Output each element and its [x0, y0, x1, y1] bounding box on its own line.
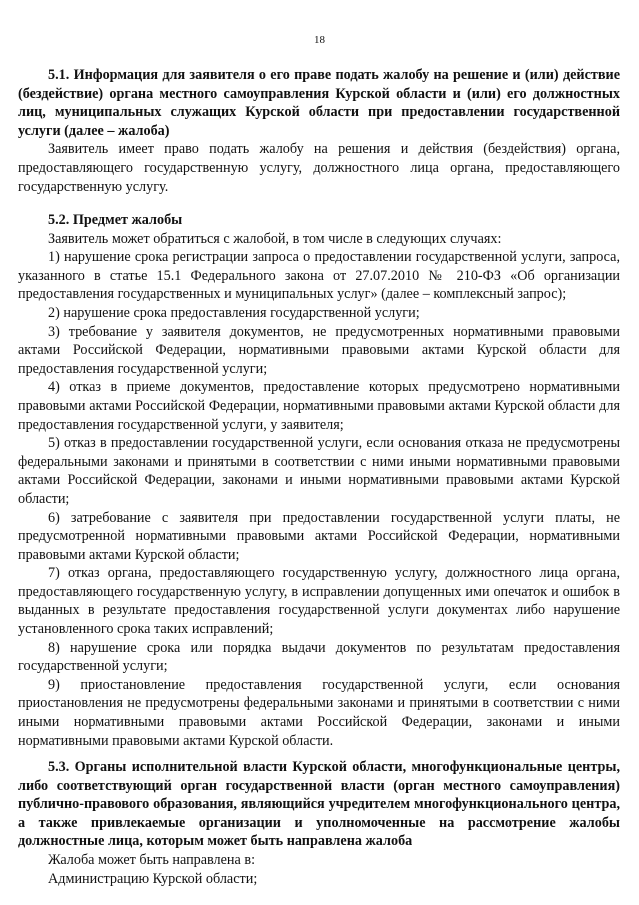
- page-number: 18: [314, 34, 325, 46]
- complaint-case-item: 2) нарушение срока предоставления государственной услуги;: [48, 304, 420, 321]
- complaint-case-item: 8) нарушение срока или порядка выдачи документов по результатам предоставления государственной услуги;: [18, 639, 620, 675]
- section-5-1: [18, 66, 620, 196]
- section-5-1-heading: 5.1. Информация для заявителя о его праве подать жалобу на решение и (или) действие (бездействие) органа местного самоуправления Курской области и (или) его должностных лиц, муниципальных служащих Курской области при предоставлении государственной услуги (далее – жалоба): [18, 67, 620, 139]
- complaint-case-item: 7) отказ органа, предоставляющего государственную услугу, должностного лица органа, предоставляющего государственную услугу, в исправлении допущенных ими опечаток и ошибок в выданных в результате предоставления государственной услуги документах либо нарушение установленного срока таких исправлений;: [18, 565, 620, 638]
- section-5-1-body: Заявитель имеет право подать жалобу на решения и действия (бездействия) органа, предоставляющего государственную услугу, должностного лица органа, предоставляющего государственную услугу.: [18, 141, 620, 195]
- section-5-3: [18, 758, 620, 888]
- section-5-2-heading: 5.2. Предмет жалобы: [48, 212, 183, 228]
- section-5-3-line: Администрацию Курской области;: [48, 870, 258, 887]
- section-5-3-intro: Жалоба может быть направлена в:: [48, 851, 256, 868]
- complaint-case-item: 9) приостановление предоставления государственной услуги, если основания приостановления не предусмотрены федеральными законами и принятыми в соответствии с ними иными нормативными правовыми актами Российской Федерации, законами и иными нормативными правовыми актами Курской области.: [18, 676, 620, 749]
- complaint-case-item: 3) требование у заявителя документов, не предусмотренных нормативными правовыми актами Российской Федерации, нормативными правовыми актами Курской области для предоставления государственной услуги;: [18, 323, 620, 377]
- complaint-case-item: 1) нарушение срока регистрации запроса о предоставлении государственной услуги, запроса, указанного в статье 15.1 Федерального закона от 27.07.2010 № 210-ФЗ «Об организации предоставления государственных и муниципальных услуг» (далее – комплексный запрос);: [18, 249, 620, 303]
- complaint-case-item: 5) отказ в предоставлении государственной услуги, если основания отказа не предусмотрены федеральными законами и принятыми в соответствии с ними иными нормативными правовыми актами Российской Федерации, законами и иными нормативными правовыми актами Курской области;: [18, 435, 620, 507]
- complaint-case-item: 6) затребование с заявителя при предоставлении государственной услуги платы, не предусмотренной нормативными правовыми актами Российской Федерации, нормативными правовыми актами Курской области;: [18, 509, 620, 563]
- section-5-2-intro: Заявитель может обратиться с жалобой, в том числе в следующих случаях:: [48, 230, 502, 247]
- complaint-case-item: 4) отказ в приеме документов, предоставление которых предусмотрено нормативными правовыми актами Российской Федерации, нормативными правовыми актами Курской области для предоставления государственной услуги, у заявителя;: [18, 379, 620, 433]
- section-5-2: [18, 211, 620, 750]
- section-5-3-heading: 5.3. Органы исполнительной власти Курской области, многофункциональные центры, либо соответствующий орган государственной власти (орган местного самоуправления) публично-правового образования, являющийся учредителем многофункционального центра, а также привлекаемые организации и уполномоченные на рассмотрение жалобы должностные лица, которым может быть направлена жалоба: [18, 759, 620, 850]
